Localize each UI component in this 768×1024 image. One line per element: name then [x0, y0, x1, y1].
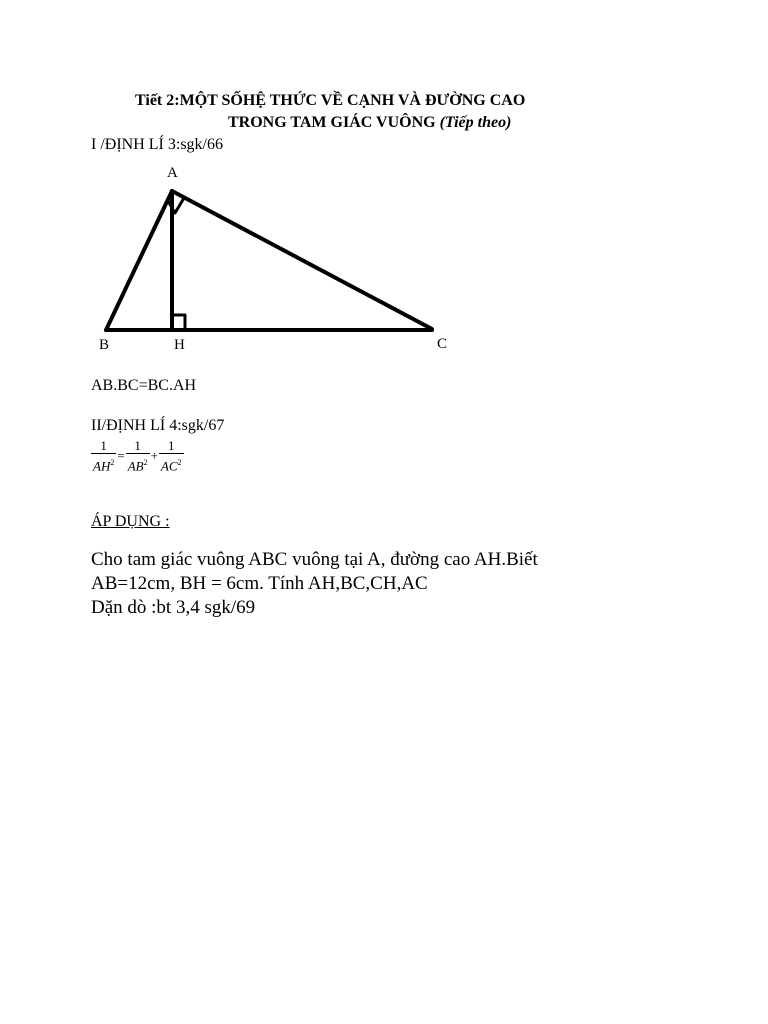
lhs-den-text: AH — [93, 458, 111, 474]
title-lead: Tiết 2 — [135, 92, 175, 109]
label-c: C — [437, 336, 448, 352]
lhs-exponent: 2 — [110, 458, 115, 467]
fraction-lhs — [91, 438, 116, 474]
right-triangle-figure — [90, 160, 460, 360]
theorem3-formula: AB.BC=BC.AH — [91, 377, 197, 394]
plus-sign: + — [150, 448, 158, 464]
side-ab — [106, 191, 172, 330]
page-title-line2 — [228, 114, 511, 132]
apply-heading: ÁP DỤNG : — [91, 513, 170, 530]
title-rest: :MỘT SỐHỆ THỨC VỀ CẠNH VÀ ĐƯỜNG CAO — [174, 92, 526, 109]
section2-heading: II/ĐỊNH LÍ 4:sgk/67 — [91, 417, 225, 434]
exercise-line1: Cho tam giác vuông ABC vuông tại A, đường cao AH.Biết — [91, 549, 538, 570]
ab-den-text: AB — [127, 458, 144, 474]
lhs-numerator: 1 — [91, 438, 116, 454]
exercise-line2: AB=12cm, BH = 6cm. Tính AH,BC,CH,AC — [91, 573, 428, 594]
title-line2-text: TRONG TAM GIÁC VUÔNG — [228, 114, 440, 131]
homework-line: Dặn dò :bt 3,4 sgk/69 — [91, 597, 256, 618]
label-h: H — [174, 337, 185, 353]
ab-denominator — [126, 454, 150, 474]
ab-numerator: 1 — [126, 438, 150, 454]
section1-heading: I /ĐỊNH LÍ 3:sgk/66 — [91, 136, 223, 153]
theorem4-formula — [91, 438, 184, 474]
equals-sign: = — [117, 448, 125, 464]
page-title-line1 — [135, 92, 525, 110]
fraction-ab — [126, 438, 150, 474]
ac-den-text: AC — [160, 458, 178, 474]
ac-exponent: 2 — [177, 458, 182, 467]
title-line2-italic: (Tiếp theo) — [439, 114, 512, 131]
label-b: B — [99, 337, 110, 353]
ac-denominator — [159, 454, 184, 474]
side-ac — [172, 191, 432, 329]
fraction-ac — [159, 438, 184, 474]
label-a: A — [167, 165, 178, 181]
ab-exponent: 2 — [143, 458, 148, 467]
ac-numerator: 1 — [159, 438, 184, 454]
lhs-denominator — [91, 454, 116, 474]
